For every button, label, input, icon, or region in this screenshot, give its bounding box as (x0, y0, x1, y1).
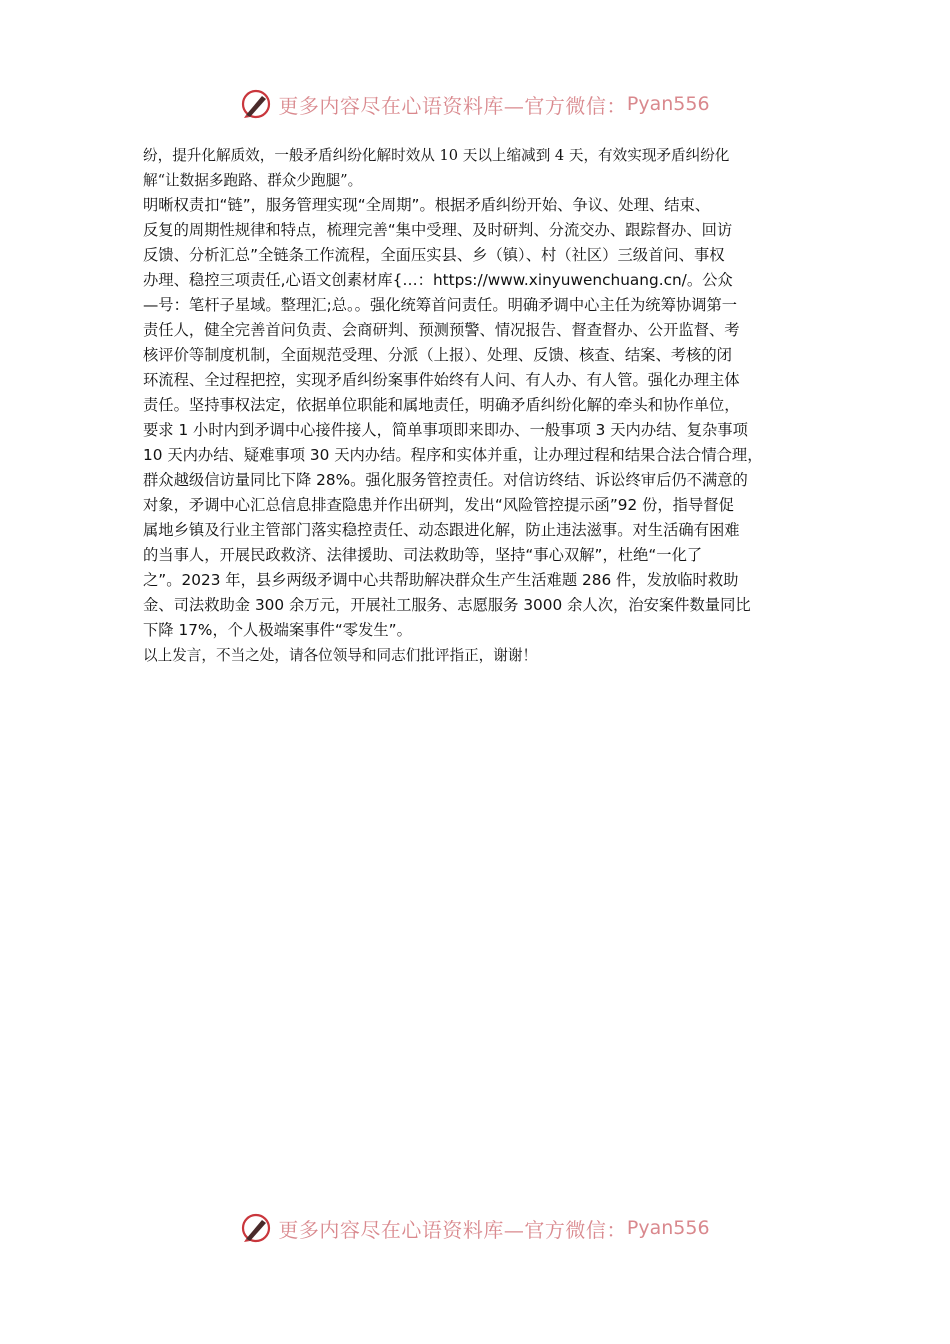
pen-logo-icon (240, 1212, 272, 1244)
footer-banner-text: 更多内容尽在心语资料库—官方微信： (278, 1217, 627, 1242)
closing-paragraph: 以上发言，不当之处，请各位领导和同志们批评指正，谢谢！ (143, 647, 538, 664)
footer-banner (0, 1208, 950, 1248)
header-wechat-id: Pyan556 (626, 93, 710, 115)
intro-paragraph: 纷，提升化解质效，一般矛盾纠纷化解时效从 10 天以上缩减到 4 天，有效实现矛盾纠纷化 解“让数据多跑路、群众少跑腿”。 (143, 147, 730, 189)
main-paragraph: 明晰权责扣“链”，服务管理实现“全周期”。根据矛盾纠纷开始、争议、处理、结束、 反复的周期性规律和特点，梳理完善“集中受理、及时研判、分流交办、跟踪督办、回访 反馈、分析汇总”全链条工作流程，全面压实县、乡（镇）、村（社区）三级首问、事权 办理、稳控三项责任,心语文创素材库{…：https://www.xinyuwenchuang.cn/。公众 —号：笔杆子星域。整理汇;总。。强化统筹首问责任。明确矛调中心主任为统筹协调第一 责任人，健全完善首问负责、会商研判、预测预警、情况报告、督查督办、公开监督、考 核评价等制度机制，全面规范受理、分派（上报）、处理、反馈、核查、结案、考核的闭 环流程、全过程把控，实现矛盾纠纷案事件始终有人问、有人办、有人管。强化办理主体 责任。坚持事权法定，依据单位职能和属地责任，明确矛盾纠纷化解的牵头和协作单位， 要求 1 小时内到矛调中心接件接人，简单事项即来即办、一般事项 3 天内办结、复杂事项 10 天内办结、疑难事项 30 天内办结。程序和实体并重，让办理过程和结果合法合情合理， 群众越级信访量同比下降 28%。强化服务管控责任。对信访终结、诉讼终审后仍不满意的 对象，矛调中心汇总信息排查隐患并作出研判，发出“风险管控提示函”92 份，指导督促 属地乡镇及行业主管部门落实稳控责任、动态跟进化解，防止违法滋事。对生活确有困难 的当事人，开展民政救济、法律援助、司法救助等，坚持“事心双解”，杜绝“一化了 之”。2023 年，县乡两级矛调中心共帮助解决群众生产生活难题 286 件，发放临时救助 金、司法救助金 300 余万元，开展社工服务、志愿服务 3000 余人次，治安案件数量同比 下降 17%，个人极端案事件“零发生”。 (143, 196, 763, 639)
document-body (143, 143, 815, 668)
header-banner-text: 更多内容尽在心语资料库—官方微信： (278, 93, 627, 118)
header-banner (0, 84, 950, 124)
footer-wechat-id: Pyan556 (626, 1217, 710, 1239)
pen-logo-icon (240, 88, 272, 120)
